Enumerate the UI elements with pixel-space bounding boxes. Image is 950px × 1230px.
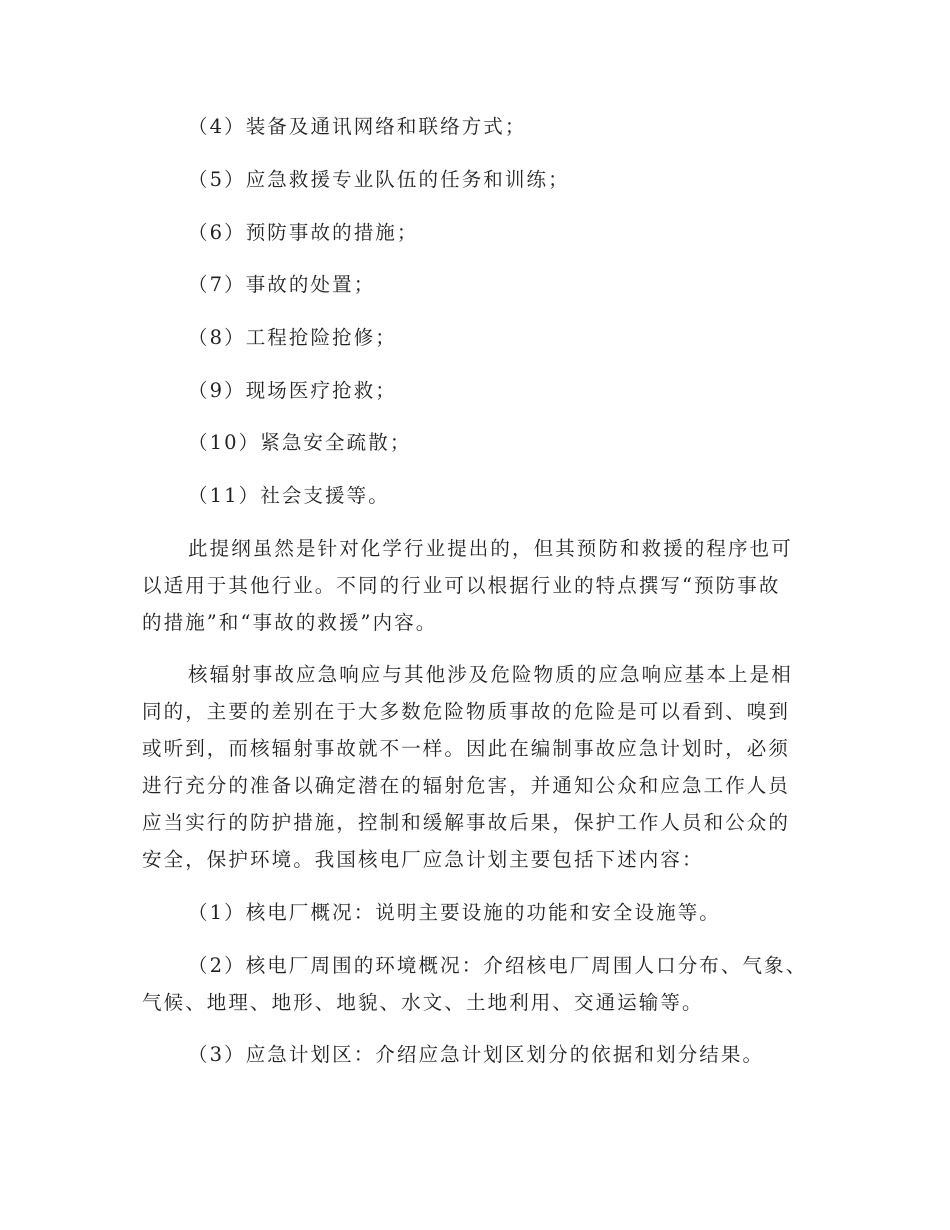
plan-item-3: （3）应急计划区：介绍应急计划区划分的依据和划分结果。 xyxy=(188,1043,765,1066)
list-item-8: （8）工程抢险抢修； xyxy=(188,326,397,349)
paragraph-1-line-3: 的措施”和“事故的救援”内容。 xyxy=(142,611,438,634)
list-item-10: （10）紧急安全疏散； xyxy=(188,431,412,454)
plan-item-1: （1）核电厂概况：说明主要设施的功能和安全设施等。 xyxy=(188,901,721,924)
paragraph-2-line-4: 进行充分的准备以确定潜在的辐射危害，并通知公众和应急工作人员 xyxy=(142,774,791,797)
paragraph-2-line-6: 安全，保护环境。我国核电厂应急计划主要包括下述内容： xyxy=(142,848,704,871)
paragraph-2-line-1: 核辐射事故应急响应与其他涉及危险物质的应急响应基本上是相 xyxy=(188,663,793,686)
list-item-5: （5）应急救援专业队伍的任务和训练； xyxy=(188,168,570,191)
list-item-4: （4）装备及通讯网络和联络方式； xyxy=(188,115,527,138)
list-item-9: （9）现场医疗抢救； xyxy=(188,379,397,402)
plan-item-2-line-1: （2）核电厂周围的环境概况：介绍核电厂周围人口分布、气象、 xyxy=(188,954,808,977)
list-item-7: （7）事故的处置； xyxy=(188,273,376,296)
paragraph-2-line-3: 或听到，而核辐射事故就不一样。因此在编制事故应急计划时，必须 xyxy=(142,737,791,760)
paragraph-2-line-2: 同的，主要的差别在于大多数危险物质事故的危险是可以看到、嗅到 xyxy=(142,700,791,723)
paragraph-2-line-5: 应当实行的防护措施，控制和缓解事故后果，保护工作人员和公众的 xyxy=(142,811,791,834)
paragraph-1-line-1: 此提纲虽然是针对化学行业提出的，但其预防和救援的程序也可 xyxy=(188,537,793,560)
plan-item-2-line-2: 气候、地理、地形、地貌、水文、土地利用、交通运输等。 xyxy=(142,991,704,1014)
list-item-6: （6）预防事故的措施； xyxy=(188,221,419,244)
paragraph-1-line-2: 以适用于其他行业。不同的行业可以根据行业的特点撰写“预防事故 xyxy=(142,574,781,597)
list-item-11: （11）社会支援等。 xyxy=(188,484,390,507)
